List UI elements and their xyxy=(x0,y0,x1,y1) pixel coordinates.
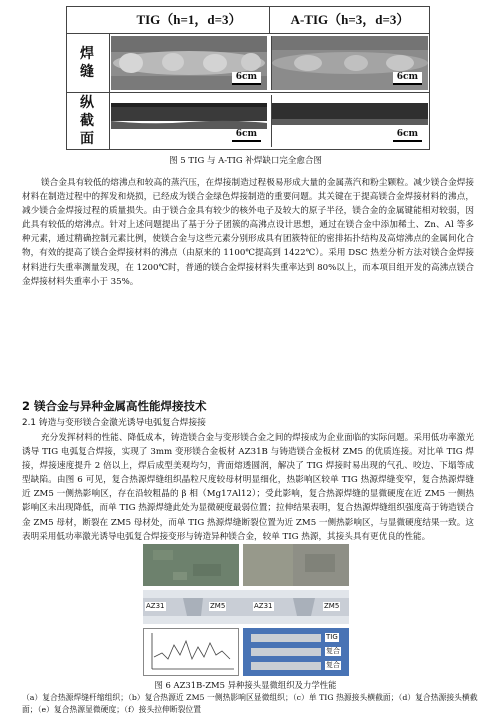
tig-section-photo xyxy=(111,95,267,147)
micrograph-b xyxy=(243,544,349,586)
figure-6 xyxy=(143,544,349,676)
label-az31: AZ31 xyxy=(146,602,165,610)
tensile-fracture-e xyxy=(243,628,349,676)
scale-bar: 6cm xyxy=(393,72,422,85)
scale-bar: 6cm xyxy=(232,72,261,85)
tig-weld-photo xyxy=(111,36,267,90)
row-label-weld: 焊 缝 xyxy=(67,34,110,92)
atig-section-photo xyxy=(271,95,428,147)
header-tig: TIG（h=1，d=3） xyxy=(136,12,242,27)
label-hybrid: 复合 xyxy=(326,661,340,669)
figure-6-subcaption: （a）复合热源焊缝杆缩组织；（b）复合热源近 ZM5 一侧热影响区显微组织；（c）单 TIG 热源接头横截面；（d）复合热源接头横截面；（e）复合热源显微硬度；（f）接头拉伸断裂位置 xyxy=(22,693,478,714)
header-atig: A-TIG（h=3，d=3） xyxy=(269,7,430,33)
micrograph-a xyxy=(143,544,239,586)
scale-bar: 6cm xyxy=(393,129,422,142)
section-row xyxy=(67,93,429,149)
label-az31: AZ31 xyxy=(254,602,273,610)
label-tig: TIG xyxy=(326,633,338,641)
paragraph-1: 镁合金具有较低的熔沸点和较高的蒸汽压，在焊接制造过程极易形成大量的金属蒸汽和粉尘颗粒。减少镁合金焊接材料在制造过程中的挥发和烧损，已经成为镁合金绿色焊接制造的重要问题。其关键在于提高镁合金焊接材料的沸点，减少镁合金焊接过程的质量损失。由于镁合金具有较少的核外电子及较大的原子半径，镁合金的金属键能相对较弱，因此具有较低的熔沸点。针对上述问题提出了基于分子团簇的高沸点设计思想，通过在镁合金中添加稀土、Zn、Al 等多种元素，通过精确控制元素比例，使镁合金与这些元素分别形成具有团簇特征的密排拓扑结构及高熔沸点的金属间化合物，有效的提高了镁合金焊接材料的沸点（由原来的 1100℃提高到 1422℃）。采用 DSC 热差分析方法对镁合金焊接材料进行失重率测量发现，在 1200℃时，普通的镁合金焊接材料失重率达到 80%以上，而本项目组开发的高沸点镁合金焊接材料失重率小于 35%。 xyxy=(22,178,474,287)
atig-weld-photo xyxy=(271,36,428,90)
cross-section-c xyxy=(143,590,349,624)
figure-6-caption: 图 6 AZ31B-ZM5 异种接头显微组织及力学性能 xyxy=(154,680,337,690)
subsection-heading: 2.1 铸造与变形镁合金激光诱导电弧复合焊接接 xyxy=(22,418,206,428)
label-hybrid: 复合 xyxy=(326,647,340,655)
label-zm5: ZM5 xyxy=(324,602,340,610)
figure-5-caption: 图 5 TIG 与 A-TIG 补焊缺口完全愈合图 xyxy=(169,156,322,166)
section-heading: 2 镁合金与异种金属高性能焊接技术 xyxy=(22,399,207,413)
hardness-chart-d xyxy=(143,628,239,676)
scale-bar: 6cm xyxy=(232,129,261,142)
weld-row xyxy=(67,34,429,93)
figure-5 xyxy=(66,6,430,150)
label-zm5: ZM5 xyxy=(210,602,226,610)
row-label-section: 纵 截 面 xyxy=(67,93,110,149)
paragraph-2: 充分发挥材料的性能、降低成本，铸造镁合金与变形镁合金之间的焊接成为企业面临的实际问题。采用低功率激光诱导 TIG 电弧复合焊接，实现了 3mm 变形镁合金板材 AZ31B 与铸造镁合金板材 ZM5 的优质连接。对比单 TIG 焊接，焊接速度提升 2 倍以上，焊后成型美观均匀，背面熔透圆润，解决了 TIG 焊接时易出现的气孔、咬边、下塌等成型缺陷。由图 6 可见，复合热源焊缝组织晶粒尺度较母材明显细化，热影响区较单 TIG 热源焊缝变窄，复合热源焊缝近 ZM5 一侧热影响区，存在沿较粗晶的 β 相（Mg17Al12）；受此影响，复合热源焊缝的显微硬度在近 ZM5 一侧热影响区未出现降低，而单 TIG 热源焊缝此处为显微硬度最弱位置；拉伸结果表明，复合热源焊缝组织强度高于铸造镁合金 ZM5 母材，断裂在 ZM5 母材处，而单 TIG 热源焊缝断裂位置为近 ZM5 一侧热影响区，与显微硬度结果一致。这表明采用低功率激光诱导电弧复合焊接变形与铸造异种镁合金，较单 TIG 热源，其接头具有更优良的性能。 xyxy=(22,433,474,542)
figure-5-header xyxy=(67,7,429,34)
